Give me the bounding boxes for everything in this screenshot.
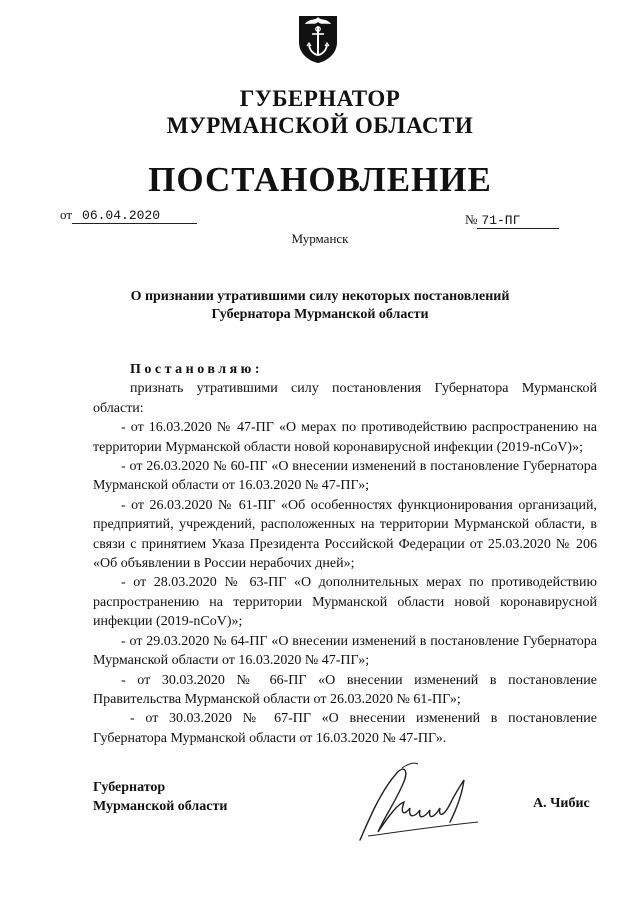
handwritten-signature: [338, 752, 488, 852]
signatory-name: А. Чибис: [533, 796, 590, 811]
issue-city: Мурманск: [291, 231, 349, 246]
position-line2: Мурманской области: [93, 799, 228, 814]
list-item: - от 29.03.2020 № 64-ПГ «О внесении изменений в постановление Губернатора Мурманской области от 16.03.2020 № 47-ПГ»;: [93, 633, 597, 669]
list-item: - от 16.03.2020 № 47-ПГ «О мерах по противодействию распространению на территории Мурманской области новой коронавирусной инфекции (2019-nCoV)»;: [93, 420, 597, 455]
document-date: 06.04.2020: [72, 208, 197, 224]
list-item: - от 26.03.2020 № 60-ПГ «О внесении изменений в постановление Губернатора Мурманской области от 16.03.2020 № 47-ПГ»;: [93, 459, 597, 494]
list-item: - от 28.03.2020 № 63-ПГ «О дополнительных мерах по противодействию распространению на территории Мурманской области новой коронавирусной инфекции (2019-nCoV)»;: [93, 575, 597, 630]
subject-line1: О признании утратившими силу некоторых постановлений: [130, 289, 510, 304]
date-field: [60, 207, 197, 224]
document-number: 71-ПГ: [477, 213, 559, 229]
document-body: [93, 360, 597, 748]
issuer-title-line2: МУРМАНСКОЙ ОБЛАСТИ: [166, 113, 474, 138]
signatory-position: [93, 778, 227, 816]
document-type-title: ПОСТАНОВЛЕНИЕ: [148, 160, 492, 199]
date-prefix: от: [60, 207, 73, 222]
list-item: - от 26.03.2020 № 61-ПГ «Об особенностях функционирования организаций, предприятий, учреждений, расположенных на территории Мурманской области, в связи с принятием Указа Президента Российской Федерации от 25.03.2020 № 206 «Об объявлении в России нерабочих дней»;: [93, 497, 597, 572]
list-item: - от 30.03.2020 № 66-ПГ «О внесении изменений в постановление Правительства Мурманской области от 26.03.2020 № 61-ПГ»;: [93, 672, 597, 707]
position-line1: Губернатор: [93, 780, 166, 795]
decree-word: Постановляю:: [130, 362, 264, 377]
number-prefix: №: [465, 212, 478, 227]
document-subject: [90, 288, 550, 324]
list-item: - от 30.03.2020 № 67-ПГ «О внесении изменений в постановление Губернатора Мурманской области от 16.03.2020 № 47-ПГ».: [93, 711, 597, 746]
intro-paragraph: признать утратившими силу постановления Губернатора Мурманской области:: [93, 381, 597, 416]
subject-line2: Губернатора Мурманской области: [211, 307, 429, 322]
number-field: [465, 212, 559, 229]
murmansk-coat-of-arms-icon: [297, 12, 339, 64]
issuer-title-line1: ГУБЕРНАТОР: [239, 86, 401, 111]
